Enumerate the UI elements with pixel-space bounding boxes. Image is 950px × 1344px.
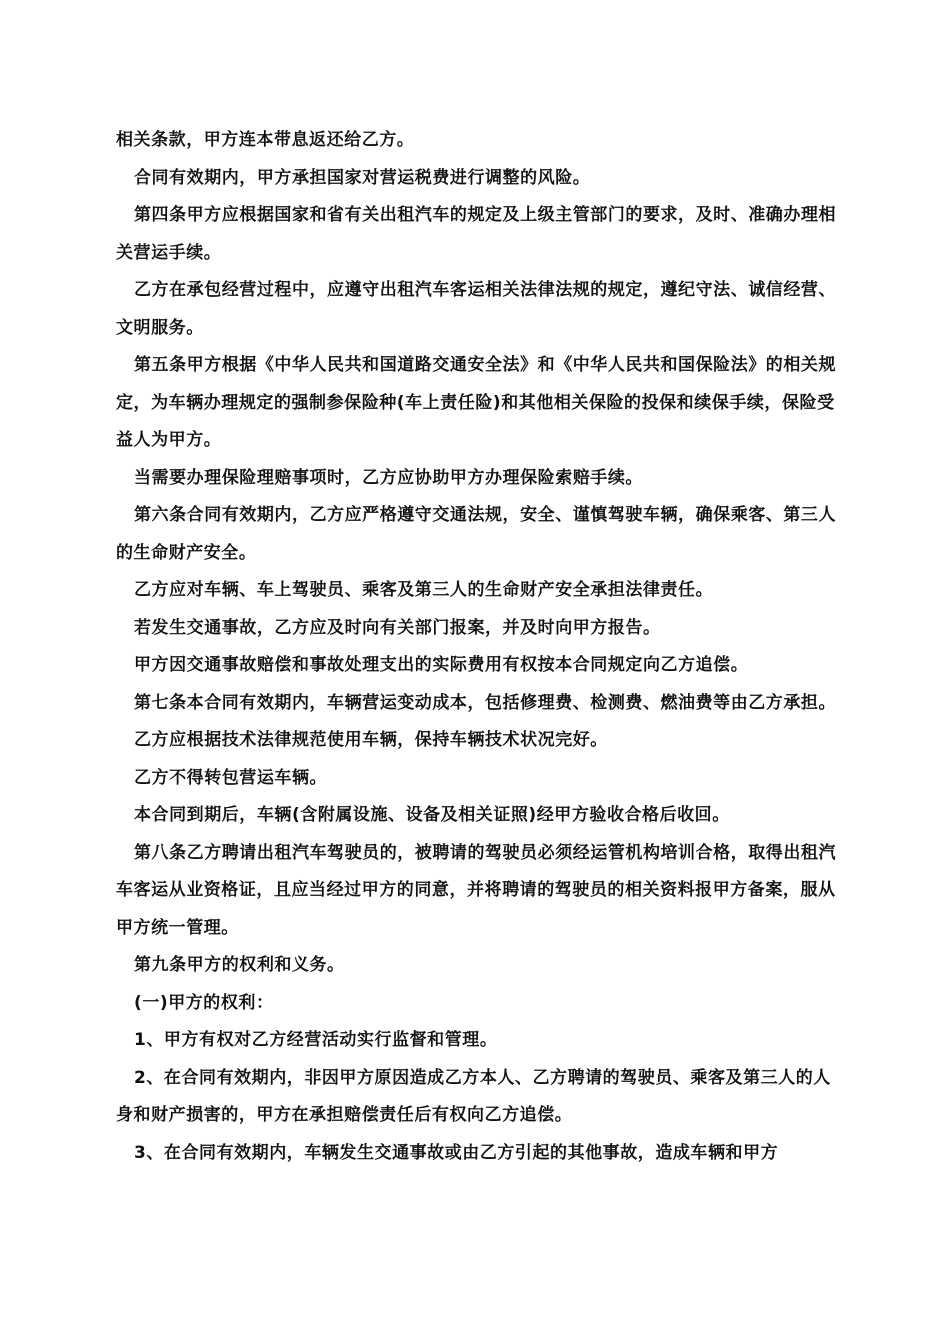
paragraph-19: 2、在合同有效期内，非因甲方原因造成乙方本人、乙方聘请的驾驶员、乘客及第三人的人身和财产损害的，甲方在承担赔偿责任后有权向乙方追偿。 — [116, 1067, 831, 1125]
paragraph-17: (一)甲方的权利： — [134, 992, 274, 1013]
paragraph-20: 3、在合同有效期内，车辆发生交通事故或由乙方引起的其他事故，造成车辆和甲方 — [134, 1142, 779, 1163]
paragraph-12: 乙方应根据技术法律规范使用车辆，保持车辆技术状况完好。 — [134, 730, 608, 750]
paragraph-13: 乙方不得转包营运车辆。 — [134, 767, 328, 788]
paragraph-16: 第九条甲方的权利和义务。 — [134, 955, 345, 975]
paragraph-1: 相关条款，甲方连本带息返还给乙方。 — [116, 130, 415, 150]
paragraph-9: 若发生交通事故，乙方应及时向有关部门报案，并及时向甲方报告。 — [134, 617, 661, 638]
paragraph-18: 1、甲方有权对乙方经营活动实行监督和管理。 — [134, 1030, 498, 1050]
paragraph-4: 乙方在承包经营过程中，应遵守出租汽车客运相关法律法规的规定，遵纪守法、诚信经营、文明服务。 — [116, 280, 836, 338]
document-body — [116, 122, 836, 1172]
paragraph-10: 甲方因交通事故赔偿和事故处理支出的实际费用有权按本合同规定向乙方追偿。 — [134, 655, 749, 675]
paragraph-11: 第七条本合同有效期内，车辆营运变动成本，包括修理费、检测费、燃油费等由乙方承担。 — [134, 692, 836, 713]
paragraph-3: 第四条甲方应根据国家和省有关出租汽车的规定及上级主管部门的要求，及时、准确办理相关营运手续。 — [116, 205, 836, 263]
paragraph-5: 第五条甲方根据《中华人民共和国道路交通安全法》和《中华人民共和国保险法》的相关规定，为车辆办理规定的强制参保险种(车上责任险)和其他相关保险的投保和续保手续，保险受益人为甲方。 — [116, 355, 836, 450]
paragraph-2: 合同有效期内，甲方承担国家对营运税费进行调整的风险。 — [134, 167, 591, 188]
paragraph-15: 第八条乙方聘请出租汽车驾驶员的，被聘请的驾驶员必须经运管机构培训合格，取得出租汽车客运从业资格证，且应当经过甲方的同意，并将聘请的驾驶员的相关资料报甲方备案，服从甲方统一管理。 — [116, 842, 836, 938]
paragraph-14: 本合同到期后，车辆(含附属设施、设备及相关证照)经甲方验收合格后收回。 — [134, 805, 730, 825]
paragraph-6: 当需要办理保险理赔事项时，乙方应协助甲方办理保险索赔手续。 — [134, 467, 643, 488]
paragraph-7: 第六条合同有效期内，乙方应严格遵守交通法规，安全、谨慎驾驶车辆，确保乘客、第三人的生命财产安全。 — [116, 505, 836, 563]
paragraph-8: 乙方应对车辆、车上驾驶员、乘客及第三人的生命财产安全承担法律责任。 — [134, 580, 714, 600]
